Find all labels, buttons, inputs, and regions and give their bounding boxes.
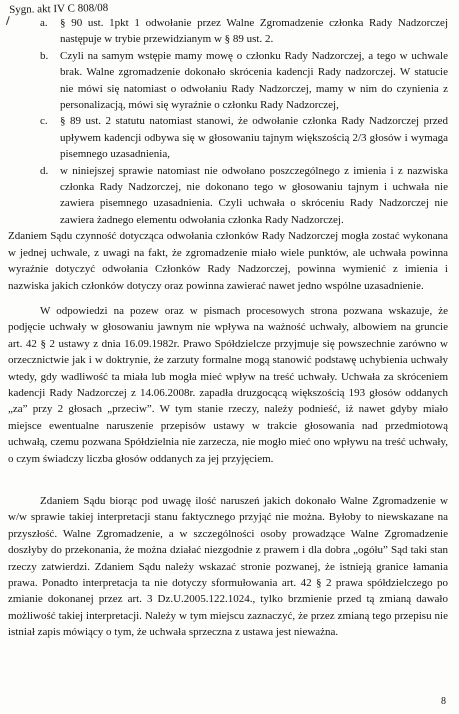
page-number: 8 xyxy=(441,696,446,707)
list-item xyxy=(40,163,448,229)
paragraph-court-opinion: Zdaniem Sądu czynność dotycząca odwołania członków Rady Nadzorczej mogła zostać wykonana w jednej uchwale, z uwagi na fakt, że zgromadzenie miało wiele punktów, ale uchwała powinna wyraźnie dotyczyć odwołania Członków Rady Nadzorczej, powinna wymienić z imienia i nazwiska jakich członków dotyczy oraz powinna zawierać nawet jedno wspólne uzasadnienie. xyxy=(8,230,448,292)
list-item-text: § 90 ust. 1pkt 1 odwołanie przez Walne Zgromadzenie członka Rady Nadzorczej następuje w trybie przewidzianym w § 89 ust. 2. xyxy=(60,17,448,46)
list-item-text: Czyli na samym wstępie mamy mowę o członku Rady Nadzorczej, a tego w uchwale brak. Walne zgromadzenie dokonało skrócenia kadencji Rady nadzorczej. W statucie nie mówi się natomiast o odwołaniu Rady Nadzorczej, mamy w nim do czynienia z personalizacją, mówi się wyraźnie o członku Rady Nadzorczej, xyxy=(60,49,448,112)
list-item xyxy=(40,15,448,48)
list-marker: d. xyxy=(40,164,49,177)
list-item xyxy=(40,48,448,114)
list-item xyxy=(40,113,448,162)
list-marker: b. xyxy=(40,49,49,62)
case-signature: Sygn. akt IV C 808/08 xyxy=(9,1,109,16)
list-item-text: § 89 ust. 2 statutu natomiast stanowi, że odwołanie członka Rady Nadzorczej przed upływem kadencji odbywa się w głosowaniu tajnym większością 2/3 głosów i wymaga pisemnego uzasadnienia, xyxy=(60,115,448,161)
list-marker: a. xyxy=(40,17,48,29)
list-item-text: w niniejszej sprawie natomiast nie odwołano poszczególnego z imienia i z nazwiska członka Rady Nadzorczej, nie dokonano tego w głosowaniu tajnym i uchwała nie zawiera pisemnego uzasadnienia. Czyli uchwała o skróceniu Rady Nadzorczej nie zawiera żadnego elementu odwołania członka Rady Nadzorczej. xyxy=(60,164,448,226)
list-marker: c. xyxy=(40,115,48,128)
paragraph-court-conclusion: Zdaniem Sądu biorąc pod uwagę ilość naruszeń jakich dokonało Walne Zgromadzenie w w/w sprawie takiej interpretacji stanu faktycznego przyjąć nie można. Byłoby to niewskazane na przyszłość. Walne Zgromadzenie, a w szczególności osoby prowadzące Walne Zgromadzenie doszłyby do przekonania, że można działać niezgodnie z prawem i dla dobra „ogółu” Sąd taki stan rzeczy zatwierdzi. Zdaniem Sądu należy wskazać stronie pozwanej, że istnieją granice łamania prawa. Ponadto interpretacja ta nie dotyczy sformułowania art. 42 § 2 prawa spółdzielczego po zmianie dokonanej przez art. 3 Dz.U.2005.122.1024., tylko brzmienie przed tą zmianą dawało możliwość takiej interpretacji. Należy w tym miejscu zaznaczyć, że przez zmianą tego przepisu nie istniał zapis mówiący o tym, że uchwała sprzeczna z ustawa jest nieważna. xyxy=(8,494,448,639)
paragraph-defendant-position: W odpowiedzi na pozew oraz w pismach procesowych strona pozwana wskazuje, że podjęcie uchwały w głosowaniu jawnym nie wpływa na ważność uchwały, albowiem na gruncie art. 42 § 2 ustawy z dnia 16.09.1982r. Prawo Spółdzielcze przyjmuje się powszechnie zarówno w orzecznictwie jak i w doktrynie, że zarzuty formalne mogą stanowić podstawę uchybienia uchwały wtedy, gdy wadliwość ta miała lub mogła mieć wpływ na treść uchwały. Uchwała za skróceniem kadencji Rady Nadzorczej z 14.06.2008r. zapadła druzgocącą większością 193 głosów oddanych „za” przy 2 głosach „przeciw”. W tym stanie rzeczy, należy podnieść, iż nawet gdyby miało miejsce ewentualne naruszenie przepisów ustawy w trakcie głosowania nad przedmiotową uchwałą, czemu pozwana Spółdzielnia nie zarzecza, nie mogło mieć ono wpływu na treść uchwały, o czym świadczy liczba głosów oddanych za jej przyjęciem. xyxy=(8,304,448,465)
statute-points-list xyxy=(8,15,448,228)
header xyxy=(8,0,448,15)
